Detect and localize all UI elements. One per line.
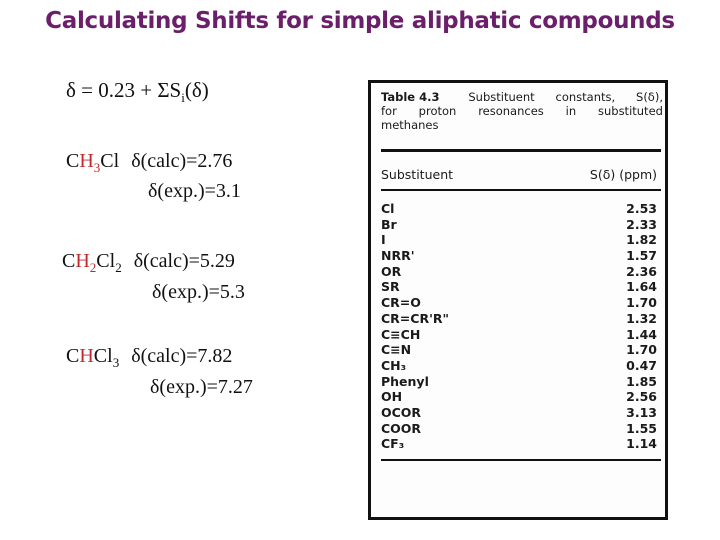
substituent-name: SR xyxy=(381,279,400,295)
table-header xyxy=(381,167,657,182)
header-substituent: Substituent xyxy=(381,167,454,182)
caption-word: in xyxy=(565,104,577,118)
calc-shift: δ(calc)=2.76 xyxy=(131,150,233,172)
substituent-name: OCOR xyxy=(381,404,422,420)
shift-constant: 1.57 xyxy=(626,248,657,264)
substituent-name: Cl xyxy=(381,201,395,216)
compound-carbon: C xyxy=(66,150,80,172)
substituent-name: OH xyxy=(381,389,403,405)
table-row xyxy=(381,436,657,452)
table-row xyxy=(381,405,657,421)
exp-shift: δ(exp.)=5.3 xyxy=(152,281,245,303)
compound-chlorine: Cl xyxy=(100,150,120,172)
table-caption xyxy=(381,90,663,132)
shift-constant: 1.70 xyxy=(626,342,657,358)
substituent-name: C≡N xyxy=(381,342,412,358)
caption-word: resonances xyxy=(478,104,544,118)
substituent-name: OR xyxy=(381,263,402,279)
compound-ch2cl2 xyxy=(62,250,235,276)
compound-hydrogen: H xyxy=(79,150,94,172)
shift-constant: 1.70 xyxy=(626,295,657,311)
table-rule xyxy=(381,189,661,191)
shift-constant: 2.33 xyxy=(626,216,657,232)
caption-word: Substituent xyxy=(468,90,535,104)
calc-shift: δ(calc)=5.29 xyxy=(133,250,235,272)
caption-word: methanes xyxy=(381,118,439,132)
compound-carbon: C xyxy=(66,345,80,367)
substituent-name: Phenyl xyxy=(381,373,429,389)
table-rule xyxy=(381,459,661,461)
hydrogen-count: 2 xyxy=(89,260,97,275)
table-row xyxy=(381,232,657,248)
table-row xyxy=(381,264,657,280)
chlorine-count: 2 xyxy=(115,260,122,275)
table-row xyxy=(381,248,657,264)
shift-constant: 1.14 xyxy=(626,436,657,452)
table-row xyxy=(381,374,657,390)
shift-constant: 3.13 xyxy=(626,404,657,420)
table-row xyxy=(381,295,657,311)
header-value: S(δ) (ppm) xyxy=(589,167,657,182)
slide-title: Calculating Shifts for simple aliphatic compounds xyxy=(45,8,675,34)
caption-word: substituted xyxy=(597,104,663,118)
shift-constant: 1.85 xyxy=(626,373,657,389)
shift-constant: 1.32 xyxy=(626,310,657,326)
substituent-name: Br xyxy=(381,216,397,232)
shift-constant: 1.55 xyxy=(626,420,657,436)
compound-carbon: C xyxy=(62,250,76,272)
table-row xyxy=(381,279,657,295)
shift-constant: 0.47 xyxy=(626,357,657,373)
substituent-name: CH₃ xyxy=(381,357,407,373)
hydrogen-count: 3 xyxy=(93,160,101,175)
table-label: Table 4.3 xyxy=(381,90,440,104)
caption-word: constants, xyxy=(555,90,616,104)
substituent-name: COOR xyxy=(381,420,422,436)
table-row xyxy=(381,342,657,358)
substituent-name: CR=CR'R" xyxy=(381,310,450,326)
compound-chcl3 xyxy=(66,345,232,371)
formula-subscript: i xyxy=(181,90,185,106)
shift-constant: 1.82 xyxy=(626,232,657,248)
table-row xyxy=(381,201,657,217)
caption-word: for xyxy=(381,104,397,118)
table-row xyxy=(381,358,657,374)
shift-constant: 1.64 xyxy=(626,279,657,295)
compound-hydrogen: H xyxy=(75,250,90,272)
formula-lhs: δ = 0.23 + ΣS xyxy=(66,78,182,102)
shift-constant: 1.44 xyxy=(626,326,657,342)
exp-shift: δ(exp.)=3.1 xyxy=(148,180,241,202)
caption-word: proton xyxy=(418,104,457,118)
compound-hydrogen: H xyxy=(79,345,94,367)
formula-rhs: (δ) xyxy=(184,78,209,102)
table-rule xyxy=(381,149,661,152)
calc-shift: δ(calc)=7.82 xyxy=(131,345,233,367)
chlorine-count: 3 xyxy=(112,355,120,370)
substituent-name: I xyxy=(381,232,386,248)
substituent-name: CR=O xyxy=(381,295,421,311)
compound-chlorine: Cl xyxy=(96,250,116,272)
exp-shift: δ(exp.)=7.27 xyxy=(150,376,253,398)
shift-constant: 2.56 xyxy=(626,389,657,405)
substituent-table xyxy=(368,80,668,520)
substituent-name: NRR' xyxy=(381,248,415,264)
compound-ch3cl xyxy=(66,150,232,176)
table-row xyxy=(381,389,657,405)
table-row xyxy=(381,421,657,437)
shift-constant: 2.36 xyxy=(626,263,657,279)
shift-constant: 2.53 xyxy=(626,201,657,216)
table-row xyxy=(381,311,657,327)
substituent-name: CF₃ xyxy=(381,436,405,452)
caption-word: S(δ), xyxy=(636,90,663,104)
table-row xyxy=(381,217,657,233)
compound-chlorine: Cl xyxy=(93,345,113,367)
shift-formula xyxy=(66,78,209,106)
table-row xyxy=(381,327,657,343)
substituent-name: C≡CH xyxy=(381,326,421,342)
table-body xyxy=(381,201,657,452)
